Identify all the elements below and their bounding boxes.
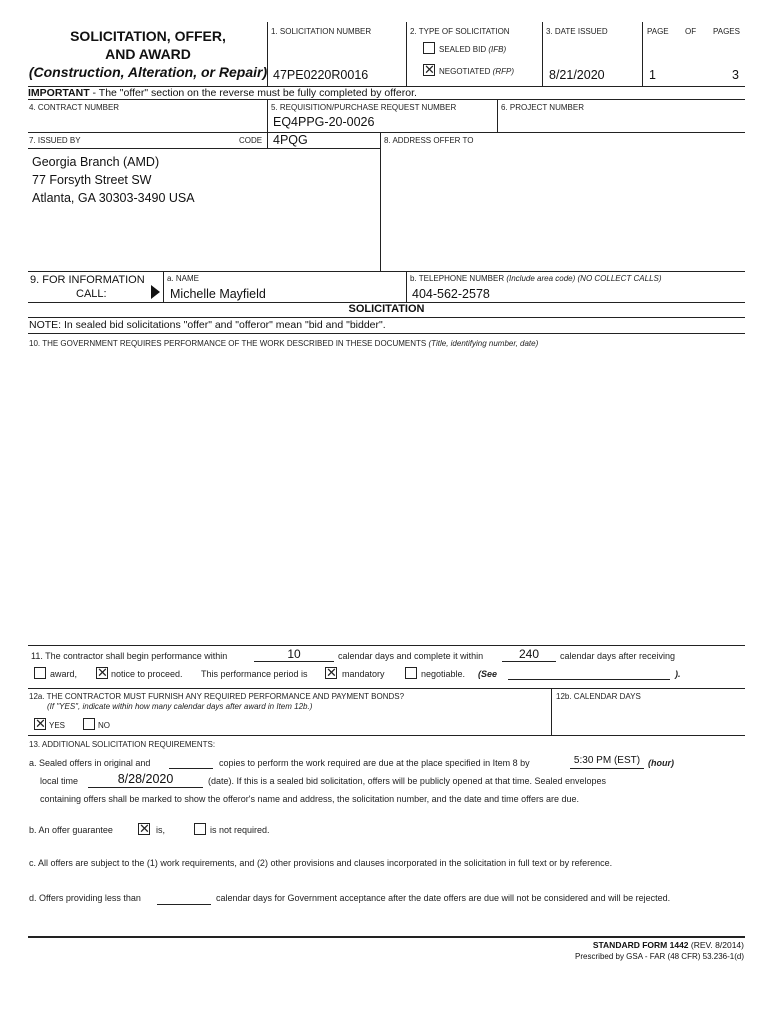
negotiable-label: negotiable. [421, 669, 466, 679]
bonds-yes-label: YES [49, 721, 66, 730]
important-notice [28, 87, 417, 99]
item12a-label: 12a. THE CONTRACTOR MUST FURNISH ANY REQUIRED PERFORMANCE AND PAYMENT BONDS? [29, 692, 405, 701]
info-label-line1: 9. FOR INFORMATION [30, 274, 145, 286]
due-date-field[interactable]: 8/28/2020 [88, 772, 203, 788]
of-label: OF [685, 27, 697, 36]
item13a-text1: a. Sealed offers in original and [29, 758, 151, 768]
negotiated-label: NEGOTIATED (RFP) [439, 67, 514, 76]
item13a-text3: (date). If this is a sealed bid solicitation, offers will be publicly opened at that time. Sealed envelopes [208, 776, 607, 786]
award-checkbox[interactable] [34, 667, 46, 679]
item13b-text: b. An offer guarantee [29, 825, 113, 835]
guarantee-not-required-checkbox[interactable] [194, 823, 206, 835]
guarantee-is-checkbox[interactable]: ✕ [139, 821, 150, 836]
issued-by-address-line1: Georgia Branch (AMD) [32, 155, 160, 169]
work-description-area[interactable] [28, 352, 745, 642]
guarantee-not-required-label: is not required. [210, 825, 270, 835]
bonds-yes-checkbox[interactable]: ✕ [35, 716, 46, 731]
prescribed-by: Prescribed by GSA - FAR (48 CFR) 53.236-1(d) [575, 952, 744, 961]
solicitation-number[interactable]: 47PE0220R0016 [273, 68, 369, 82]
sealed-bid-label: SEALED BID (IFB) [439, 45, 507, 54]
pages-label: PAGES [713, 27, 740, 36]
item13-label: 13. ADDITIONAL SOLICITATION REQUIREMENTS: [29, 740, 216, 749]
item13c-text: c. All offers are subject to the (1) work requirements, and (2) other provisions and clauses incorporated in the solicitation in full text or by reference. [29, 858, 613, 868]
important-bold: IMPORTANT [28, 87, 90, 99]
solicitation-number-label: 1. SOLICITATION NUMBER [271, 27, 372, 36]
issued-by-label: 7. ISSUED BY [29, 136, 81, 145]
contract-number-label: 4. CONTRACT NUMBER [29, 103, 120, 112]
form-name: STANDARD FORM 1442 [592, 940, 689, 950]
due-time-field[interactable]: 5:30 PM (EST) [570, 755, 644, 769]
form-title [28, 28, 268, 80]
page-count[interactable]: 3 [732, 68, 739, 82]
award-label: award, [50, 669, 78, 679]
page-label: PAGE [647, 27, 669, 36]
code-value[interactable]: 4PQG [273, 133, 308, 147]
code-label: CODE [239, 136, 263, 145]
notice-to-proceed-checkbox[interactable]: ✕ [97, 665, 108, 680]
item11-text-c: calendar days after receiving [560, 651, 676, 661]
item13a-text4: containing offers shall be marked to show the offeror's name and address, the solicitation number, and the date and time offers are due. [40, 794, 580, 804]
mandatory-checkbox[interactable]: ✕ [326, 665, 337, 680]
performance-period-text: This performance period is [201, 669, 308, 679]
contact-name[interactable]: Michelle Mayfield [170, 287, 266, 301]
name-label: a. NAME [167, 274, 200, 283]
form-title-line1: SOLICITATION, OFFER, [70, 28, 226, 44]
requisition-number[interactable]: EQ4PPG-20-0026 [273, 115, 375, 129]
bonds-no-checkbox[interactable] [83, 718, 95, 730]
item11-text-b: calendar days and complete it within [338, 651, 484, 661]
project-number-label: 6. PROJECT NUMBER [501, 103, 584, 112]
calendar-days-label: 12b. CALENDAR DAYS [556, 692, 641, 701]
date-issued-label: 3. DATE ISSUED [546, 27, 608, 36]
negotiated-checkbox[interactable]: ✕ [424, 62, 435, 77]
item12a-note: (If "YES", indicate within how many calendar days after award in Item 12b.) [47, 702, 313, 711]
info-label-line2: CALL: [76, 288, 107, 300]
item13d-text1: d. Offers providing less than [29, 893, 141, 903]
phone-label: b. TELEPHONE NUMBER (Include area code) (NO COLLECT CALLS) [410, 274, 662, 283]
date-issued[interactable]: 8/21/2020 [549, 68, 605, 82]
page-number[interactable]: 1 [649, 68, 656, 82]
guarantee-is-label: is, [156, 825, 165, 835]
requisition-label: 5. REQUISITION/PURCHASE REQUEST NUMBER [271, 103, 457, 112]
form-identifier [593, 940, 744, 950]
days-complete-field[interactable]: 240 [502, 647, 556, 662]
local-time-label: local time [40, 776, 79, 786]
issued-by-address-line3: Atlanta, GA 30303-3490 USA [32, 191, 195, 205]
see-reference-field[interactable] [508, 667, 670, 680]
copies-field[interactable] [169, 756, 213, 769]
hour-label: (hour) [648, 758, 674, 768]
item10-label: 10. THE GOVERNMENT REQUIRES PERFORMANCE OF THE WORK DESCRIBED IN THESE DOCUMENTS (Title, identifying number, date) [29, 339, 539, 348]
form-title-line2: AND AWARD [105, 46, 191, 62]
item13d-text2: calendar days for Government acceptance after the date offers are due will not be considered and will be rejected. [216, 893, 671, 903]
days-begin-field[interactable]: 10 [254, 647, 334, 662]
address-offer-to-label: 8. ADDRESS OFFER TO [384, 136, 474, 145]
form-title-line3: (Construction, Alteration, or Repair) [28, 64, 268, 80]
arrow-right-icon [151, 285, 160, 299]
contact-phone[interactable]: 404-562-2578 [412, 287, 490, 301]
negotiable-checkbox[interactable] [405, 667, 417, 679]
important-text: - The "offer" section on the reverse must be fully completed by offeror. [89, 87, 417, 99]
acceptance-days-field[interactable] [157, 892, 211, 905]
notice-to-proceed-label: notice to proceed. [111, 669, 183, 679]
see-label: (See [478, 669, 498, 679]
bidder-note: NOTE: In sealed bid solicitations "offer" and "offeror" mean "bid and "bidder". [29, 319, 386, 331]
item13a-text2: copies to perform the work required are due at the place specified in Item 8 by [219, 758, 530, 768]
form-revision: (REV. 8/2014) [690, 940, 744, 950]
item11-text-a: 11. The contractor shall begin performance within [31, 651, 228, 661]
solicitation-heading: SOLICITATION [348, 303, 425, 315]
see-close: ). [675, 669, 681, 679]
mandatory-label: mandatory [342, 669, 385, 679]
bonds-no-label: NO [98, 721, 110, 730]
issued-by-address-line2: 77 Forsyth Street SW [32, 173, 152, 187]
sealed-bid-checkbox[interactable] [423, 42, 435, 54]
type-of-solicitation-label: 2. TYPE OF SOLICITATION [410, 27, 510, 36]
